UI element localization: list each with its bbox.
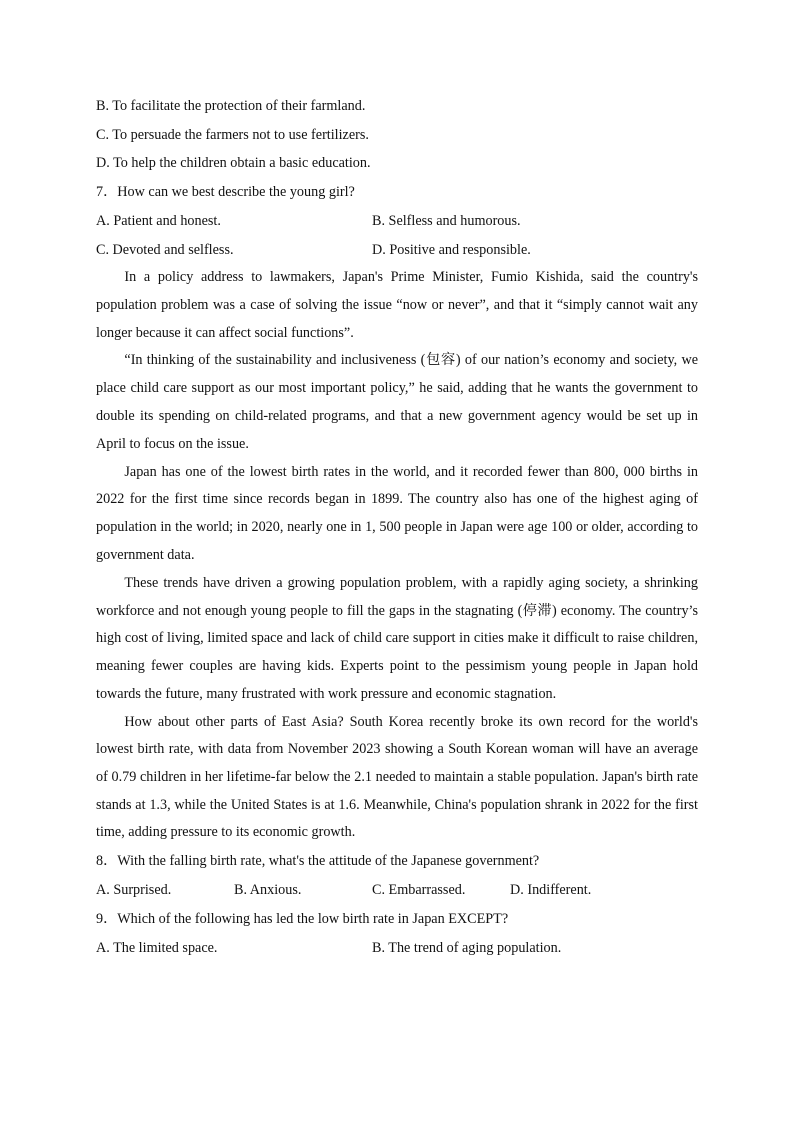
q9-option-a: A. The limited space. bbox=[96, 940, 218, 957]
q9-options-row bbox=[96, 934, 698, 963]
q9-option-b: B. The trend of aging population. bbox=[372, 940, 562, 957]
q9-stem: 9．Which of the following has led the low birth rate in Japan EXCEPT? bbox=[96, 910, 509, 927]
q8-stem: 8．With the falling birth rate, what's the attitude of the Japanese government? bbox=[96, 852, 540, 869]
q7-option-a: A. Patient and honest. bbox=[96, 213, 221, 229]
passage-paragraph-5: How about other parts of East Asia? South Korea recently broke its own record for the world's lowest birth rate, with data from November 2023 showing a South Korean woman will have an average of 0.79 children in her lifetime-far below the 2.1 needed to maintain a stable population. Japan's birth rate stands at 1.3, while the United States is at 1.6. Meanwhile, China's population shrank in 2022 for the first time, adding pressure to its economic growth. bbox=[96, 713, 698, 841]
passage-paragraph-3: Japan has one of the lowest birth rates in the world, and it recorded fewer than 800, 000 births in 2022 for the first time since records began in 1899. The country also has one of the highest aging of population in the world; in 2020, nearly one in 1, 500 people in Japan were age 100 or older, according to government data. bbox=[96, 463, 698, 563]
q7-option-b: B. Selfless and humorous. bbox=[372, 213, 521, 229]
q8-option-c: C. Embarrassed. bbox=[372, 882, 466, 899]
q8-options-row bbox=[96, 876, 698, 905]
q8-option-a: A. Surprised. bbox=[96, 882, 172, 899]
q6-option-c: C. To persuade the farmers not to use fertilizers. bbox=[96, 126, 369, 143]
q7-options-row-1 bbox=[96, 207, 698, 236]
document-page bbox=[96, 92, 698, 963]
passage-paragraph-4: These trends have driven a growing population problem, with a rapidly aging society, a shrinking workforce and not enough young people to fill the gaps in the stagnating (停滞) economy. The country’s high cost of living, limited space and lack of child care support in cities make it difficult to raise children, meaning fewer couples are having kids. Experts point to the pessimism young people in Japan hold towards the future, many frustrated with work pressure and economic stagnation. bbox=[96, 574, 698, 702]
passage-paragraph-2: “In thinking of the sustainability and inclusiveness (包容) of our nation’s economy and society, we place child care support as our most important policy,” he said, adding that he wants the government to double its spending on child-related programs, and that a new government agency would be set up in April to focus on the issue. bbox=[96, 352, 698, 452]
q8-option-b: B. Anxious. bbox=[234, 882, 302, 899]
q7-option-d: D. Positive and responsible. bbox=[372, 241, 531, 258]
q7-stem: 7．How can we best describe the young girl? bbox=[96, 183, 355, 200]
q6-option-d: D. To help the children obtain a basic education. bbox=[96, 155, 371, 171]
q8-option-d: D. Indifferent. bbox=[510, 882, 592, 899]
q6-option-b: B. To facilitate the protection of their farmland. bbox=[96, 98, 366, 114]
passage-paragraph-1: In a policy address to lawmakers, Japan's Prime Minister, Fumio Kishida, said the country's population problem was a case of solving the issue “now or never”, and that it “simply cannot wait any longer because it can affect social functions”. bbox=[96, 269, 698, 341]
q7-options-row-2 bbox=[96, 236, 698, 265]
q7-option-c: C. Devoted and selfless. bbox=[96, 241, 234, 258]
